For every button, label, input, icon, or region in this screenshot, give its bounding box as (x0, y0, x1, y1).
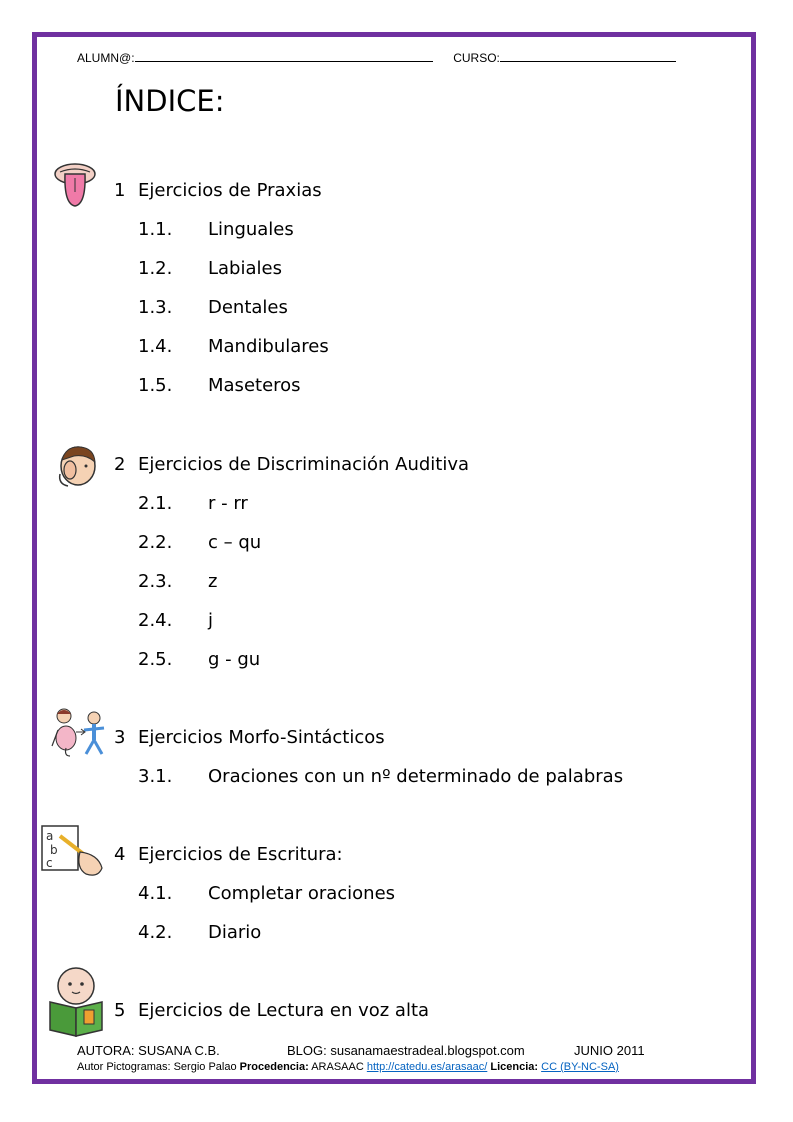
license-link[interactable]: CC (BY-NC-SA) (541, 1061, 619, 1073)
list-item (138, 922, 261, 943)
item-label: Labiales (208, 258, 282, 279)
item-number: 4.1. (138, 883, 173, 904)
arasaac-link[interactable]: http://catedu.es/arasaac/ (366, 1061, 488, 1073)
item-number: 3.1. (138, 766, 173, 787)
list-item (138, 375, 301, 396)
svg-text:b: b (50, 843, 58, 857)
item-label: c – qu (208, 532, 262, 553)
reading-child-icon (48, 966, 104, 1038)
section-number: 3 (114, 727, 126, 748)
writing-hand-icon (40, 824, 106, 882)
grammar-figures-icon (50, 706, 106, 758)
item-number: 2.4. (138, 610, 173, 631)
curso-blank-line[interactable] (500, 49, 676, 62)
procedencia-value: ARASAAC (311, 1061, 364, 1073)
section-number: 2 (114, 454, 126, 475)
item-number: 1.1. (138, 219, 173, 240)
list-item (138, 493, 248, 514)
section-label: Ejercicios de Discriminación Auditiva (138, 454, 470, 475)
item-number: 2.5. (138, 649, 173, 670)
item-label: Dentales (208, 297, 288, 318)
list-item (138, 219, 294, 240)
section-label: Ejercicios de Praxias (138, 180, 322, 201)
student-header (77, 49, 676, 65)
list-item (138, 336, 329, 357)
item-number: 2.3. (138, 571, 173, 592)
item-label: r - rr (208, 493, 248, 514)
item-label: Completar oraciones (208, 883, 396, 904)
footer-autora: AUTORA: SUSANA C.B. (77, 1043, 220, 1058)
list-item (138, 258, 282, 279)
list-item (138, 532, 261, 553)
footer-blog: BLOG: susanamaestradeal.blogspot.com (287, 1043, 525, 1058)
item-label: Oraciones con un nº determinado de palabras (208, 766, 624, 787)
list-item (138, 571, 217, 592)
section-number: 1 (114, 180, 126, 201)
footer-license (77, 1061, 619, 1073)
item-label: z (208, 571, 218, 592)
item-number: 2.1. (138, 493, 173, 514)
list-item (138, 610, 213, 631)
curso-label: CURSO: (453, 51, 500, 65)
procedencia-label: Procedencia: (239, 1061, 309, 1073)
item-number: 4.2. (138, 922, 173, 943)
item-number: 1.5. (138, 375, 173, 396)
item-label: Diario (208, 922, 262, 943)
list-item (138, 649, 260, 670)
section-number: 5 (114, 1000, 126, 1021)
licencia-label: Licencia: (490, 1061, 539, 1073)
section-label: Ejercicios de Escritura: (138, 844, 343, 865)
section-4 (114, 844, 343, 865)
list-item (138, 883, 395, 904)
item-number: 2.2. (138, 532, 173, 553)
svg-text:c: c (46, 856, 53, 870)
list-item (138, 766, 623, 787)
item-label: Maseteros (208, 375, 301, 396)
item-label: g - gu (208, 649, 261, 670)
svg-text:a: a (46, 829, 54, 843)
section-2 (114, 454, 469, 475)
section-label: Ejercicios Morfo-Sintácticos (138, 727, 385, 748)
item-number: 1.4. (138, 336, 173, 357)
footer-pictogramas: Autor Pictogramas: Sergio Palao (77, 1061, 237, 1073)
section-3 (114, 727, 385, 748)
section-number: 4 (114, 844, 126, 865)
page-title: ÍNDICE: (115, 84, 225, 118)
item-label: j (208, 610, 214, 631)
section-1 (114, 180, 322, 201)
list-item (138, 297, 288, 318)
item-label: Mandibulares (208, 336, 329, 357)
footer-credits (77, 1043, 645, 1058)
alumno-label: ALUMN@: (77, 51, 135, 65)
tongue-icon (52, 160, 98, 210)
section-5 (114, 1000, 429, 1021)
item-label: Linguales (208, 219, 294, 240)
item-number: 1.2. (138, 258, 173, 279)
item-number: 1.3. (138, 297, 173, 318)
section-label: Ejercicios de Lectura en voz alta (138, 1000, 430, 1021)
listening-ear-icon (56, 444, 98, 488)
alumno-blank-line[interactable] (135, 49, 433, 62)
footer-fecha: JUNIO 2011 (574, 1043, 645, 1058)
